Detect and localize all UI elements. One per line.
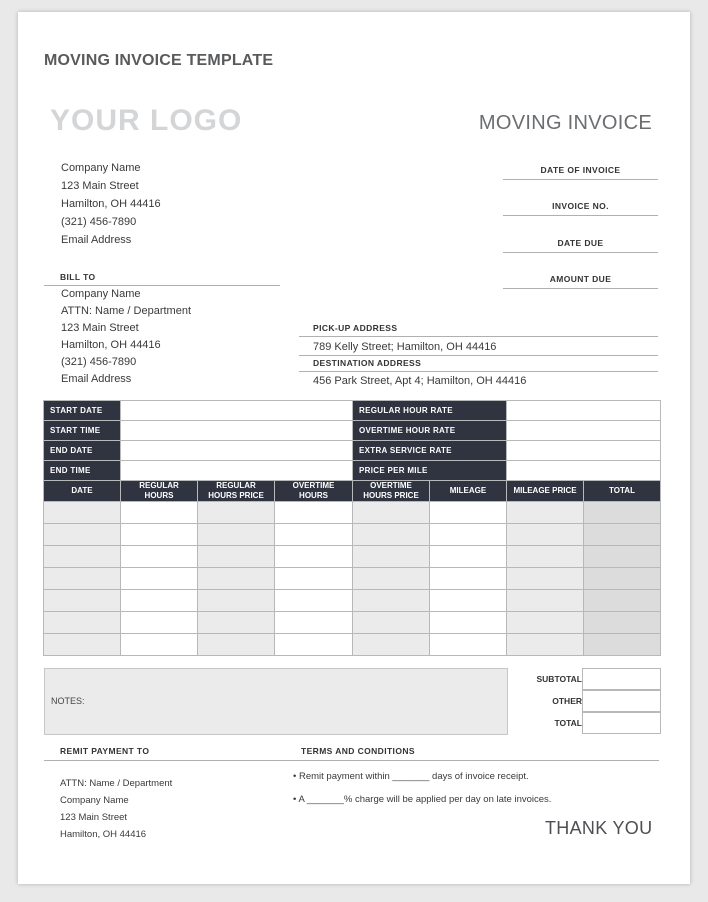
line-items-header <box>44 481 661 502</box>
table-cell[interactable] <box>275 546 353 568</box>
document-title: MOVING INVOICE TEMPLATE <box>44 52 274 69</box>
table-cell[interactable] <box>275 590 353 612</box>
table-cell[interactable] <box>584 634 661 656</box>
schedule-row <box>44 441 661 461</box>
table-cell[interactable] <box>198 612 275 634</box>
table-cell[interactable] <box>507 546 584 568</box>
terms-label: TERMS AND CONDITIONS <box>286 746 659 761</box>
bill-to-line: Email Address <box>61 373 132 385</box>
terms-line-1: • Remit payment within _______ days of invoice receipt. <box>293 771 529 782</box>
table-cell[interactable] <box>507 634 584 656</box>
table-cell[interactable] <box>44 634 121 656</box>
schedule-label: PRICE PER MILE <box>353 461 507 481</box>
column-header: MILEAGE PRICE <box>507 481 584 502</box>
table-cell[interactable] <box>584 590 661 612</box>
total-label: TOTAL <box>554 718 582 728</box>
table-cell[interactable] <box>44 502 121 524</box>
schedule-label: REGULAR HOUR RATE <box>353 401 507 421</box>
extra-service-rate-input[interactable] <box>507 441 661 461</box>
company-address <box>61 159 161 249</box>
pickup-address[interactable]: 789 Kelly Street; Hamilton, OH 44416 <box>299 338 658 356</box>
company-email: Email Address <box>61 234 132 246</box>
column-header: OVERTIME HOURS <box>275 481 353 502</box>
table-cell[interactable] <box>198 590 275 612</box>
table-cell[interactable] <box>275 612 353 634</box>
table-cell[interactable] <box>198 568 275 590</box>
bill-to-address <box>61 286 191 388</box>
bill-to-line: Hamilton, OH 44416 <box>61 339 161 351</box>
thank-you-text: THANK YOU <box>545 818 653 838</box>
table-cell[interactable] <box>353 546 430 568</box>
schedule-label: EXTRA SERVICE RATE <box>353 441 507 461</box>
remit-line: Company Name <box>60 795 129 806</box>
remit-line: ATTN: Name / Department <box>60 778 173 789</box>
table-cell[interactable] <box>275 524 353 546</box>
start-time-input[interactable] <box>121 421 353 441</box>
column-header: REGULAR HOURS PRICE <box>198 481 275 502</box>
regular-hour-rate-input[interactable] <box>507 401 661 421</box>
invoice-heading: MOVING INVOICE <box>478 112 652 134</box>
schedule-label: START TIME <box>44 421 121 441</box>
table-cell[interactable] <box>44 524 121 546</box>
bill-to-label: BILL TO <box>44 272 280 286</box>
table-cell[interactable] <box>198 546 275 568</box>
table-cell[interactable] <box>507 502 584 524</box>
table-cell[interactable] <box>198 634 275 656</box>
schedule-row <box>44 421 661 441</box>
overtime-hour-rate-input[interactable] <box>507 421 661 441</box>
table-cell[interactable] <box>275 502 353 524</box>
table-cell[interactable] <box>430 524 507 546</box>
table-cell[interactable] <box>198 502 275 524</box>
table-row <box>44 524 661 546</box>
date-of-invoice-field[interactable]: DATE OF INVOICE <box>503 163 658 180</box>
table-cell[interactable] <box>275 634 353 656</box>
table-cell[interactable] <box>121 590 198 612</box>
price-per-mile-input[interactable] <box>507 461 661 481</box>
table-cell[interactable] <box>44 568 121 590</box>
terms-line-2: • A _______% charge will be applied per day on late invoices. <box>293 794 552 805</box>
destination-address[interactable]: 456 Park Street, Apt 4; Hamilton, OH 44416 <box>313 375 527 387</box>
table-cell[interactable] <box>121 568 198 590</box>
column-header: REGULAR HOURS <box>121 481 198 502</box>
table-cell[interactable] <box>353 568 430 590</box>
table-cell[interactable] <box>507 524 584 546</box>
column-header: TOTAL <box>584 481 661 502</box>
other-value[interactable] <box>582 690 661 712</box>
table-cell[interactable] <box>121 634 198 656</box>
destination-label: DESTINATION ADDRESS <box>299 358 658 372</box>
company-phone: (321) 456-7890 <box>61 216 137 228</box>
subtotal-value[interactable] <box>582 668 661 690</box>
end-date-input[interactable] <box>121 441 353 461</box>
table-cell[interactable] <box>44 590 121 612</box>
table-cell[interactable] <box>44 546 121 568</box>
pickup-label: PICK-UP ADDRESS <box>299 323 658 337</box>
table-cell[interactable] <box>353 612 430 634</box>
remit-label: REMIT PAYMENT TO <box>44 746 294 761</box>
column-header: MILEAGE <box>430 481 507 502</box>
table-cell[interactable] <box>584 568 661 590</box>
table-cell[interactable] <box>584 546 661 568</box>
invoice-page <box>18 12 690 884</box>
line-items-table <box>43 480 661 656</box>
table-cell[interactable] <box>121 502 198 524</box>
table-cell[interactable] <box>353 590 430 612</box>
company-name: Company Name <box>61 162 141 174</box>
table-cell[interactable] <box>353 524 430 546</box>
table-cell[interactable] <box>430 546 507 568</box>
schedule-label: END TIME <box>44 461 121 481</box>
bill-to-line: 123 Main Street <box>61 322 139 334</box>
invoice-number-field[interactable]: INVOICE NO. <box>503 199 658 216</box>
column-header: DATE <box>44 481 121 502</box>
table-cell[interactable] <box>430 568 507 590</box>
notes-label: NOTES: <box>51 696 85 706</box>
table-cell[interactable] <box>121 612 198 634</box>
remit-line: 123 Main Street <box>60 812 128 823</box>
table-cell[interactable] <box>430 634 507 656</box>
table-cell[interactable] <box>507 568 584 590</box>
table-row <box>44 546 661 568</box>
remit-address <box>60 775 172 843</box>
date-due-field[interactable]: DATE DUE <box>503 236 658 253</box>
end-time-input[interactable] <box>121 461 353 481</box>
table-cell[interactable] <box>584 612 661 634</box>
schedule-row <box>44 461 661 481</box>
table-cell[interactable] <box>275 568 353 590</box>
table-cell[interactable] <box>507 612 584 634</box>
table-cell[interactable] <box>584 524 661 546</box>
table-row <box>44 502 661 524</box>
table-cell[interactable] <box>353 502 430 524</box>
table-cell[interactable] <box>584 502 661 524</box>
table-cell[interactable] <box>198 524 275 546</box>
table-row <box>44 568 661 590</box>
notes-box[interactable] <box>44 668 508 735</box>
company-street: 123 Main Street <box>61 180 139 192</box>
schedule-label: END DATE <box>44 441 121 461</box>
table-cell[interactable] <box>353 634 430 656</box>
table-row <box>44 634 661 656</box>
table-cell[interactable] <box>44 612 121 634</box>
schedule-row <box>44 401 661 421</box>
table-row <box>44 590 661 612</box>
schedule-table <box>43 400 661 481</box>
table-row <box>44 612 661 634</box>
start-date-input[interactable] <box>121 401 353 421</box>
table-cell[interactable] <box>430 612 507 634</box>
table-cell[interactable] <box>121 546 198 568</box>
table-cell[interactable] <box>507 590 584 612</box>
table-cell[interactable] <box>430 590 507 612</box>
table-cell[interactable] <box>430 502 507 524</box>
bill-to-line: (321) 456-7890 <box>61 356 137 368</box>
table-cell[interactable] <box>121 524 198 546</box>
company-city: Hamilton, OH 44416 <box>61 198 161 210</box>
column-header: OVERTIME HOURS PRICE <box>353 481 430 502</box>
subtotal-label: SUBTOTAL <box>536 674 582 684</box>
bill-to-line: ATTN: Name / Department <box>61 305 191 317</box>
other-label: OTHER <box>552 696 582 706</box>
total-value[interactable] <box>582 712 661 734</box>
schedule-label: START DATE <box>44 401 121 421</box>
amount-due-field[interactable]: AMOUNT DUE <box>503 272 658 289</box>
schedule-label: OVERTIME HOUR RATE <box>353 421 507 441</box>
logo-placeholder: YOUR LOGO <box>50 104 243 137</box>
bill-to-line: Company Name <box>61 288 141 300</box>
remit-line: Hamilton, OH 44416 <box>60 829 147 840</box>
